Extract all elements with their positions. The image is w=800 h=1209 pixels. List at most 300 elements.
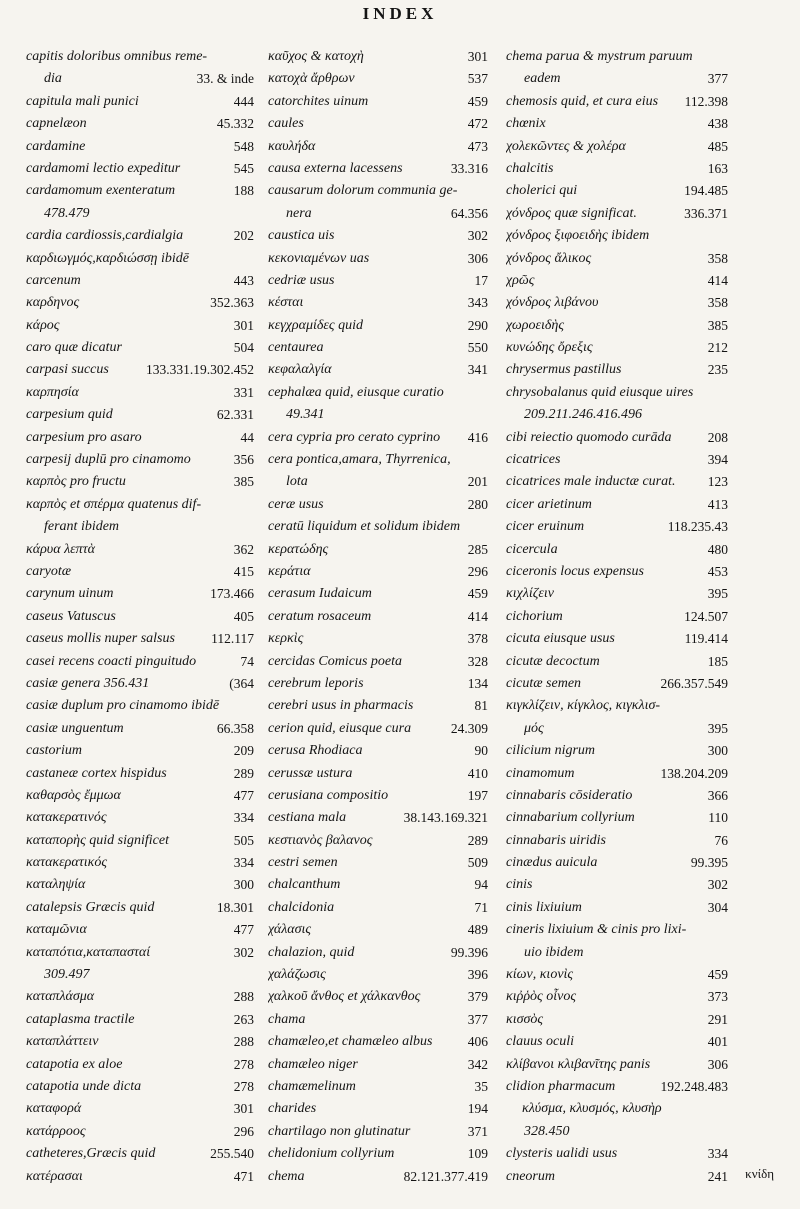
entry-page-ref: 379 xyxy=(465,986,488,1008)
entry-page-ref: 471 xyxy=(231,1166,254,1188)
entry-page-ref: 480 xyxy=(705,539,728,561)
entry-page-ref: 90 xyxy=(472,740,489,762)
entry-page-ref: 334 xyxy=(705,1143,728,1165)
index-entry xyxy=(268,427,488,449)
entry-term: χρῶς xyxy=(506,272,535,288)
entry-page-ref: 81 xyxy=(472,695,489,717)
entry-term: κερατώδης xyxy=(268,541,329,557)
entry-page-ref: 459 xyxy=(465,91,488,113)
index-entry xyxy=(506,404,728,426)
entry-term: κισσὸς xyxy=(506,1011,544,1027)
entry-term: καταπότια,καταπασταί xyxy=(26,944,151,960)
index-entry xyxy=(268,91,488,113)
entry-page-ref: 406 xyxy=(465,1031,488,1053)
entry-page-ref: 385 xyxy=(705,315,728,337)
index-entry xyxy=(26,270,254,292)
index-entry xyxy=(506,270,728,292)
entry-term: cineris lixiuium & cinis pro lixi- xyxy=(506,922,687,938)
index-entry xyxy=(268,359,488,381)
index-entry xyxy=(268,807,488,829)
entry-term: καταμῶνια xyxy=(26,922,87,938)
entry-page-ref: 373 xyxy=(705,986,728,1008)
entry-term: cera pontica,amara, Thyrrenica, xyxy=(268,452,451,468)
entry-term: cicercula xyxy=(506,541,558,557)
entry-page-ref: 285 xyxy=(465,539,488,561)
entry-term: ceratū liquidum et solidum ibidem xyxy=(268,519,461,535)
entry-term: causa externa lacessens xyxy=(268,160,403,176)
entry-term: cardamine xyxy=(26,138,86,154)
entry-term: capitula mali punici xyxy=(26,93,139,109)
index-entry xyxy=(26,337,254,359)
index-entry xyxy=(506,785,728,807)
index-entry xyxy=(268,964,488,986)
index-entry xyxy=(268,785,488,807)
entry-page-ref: 300 xyxy=(231,874,254,896)
entry-page-ref: 289 xyxy=(231,763,254,785)
entry-term: 328.450 xyxy=(524,1123,570,1139)
entry-page-ref: 241 xyxy=(705,1166,728,1188)
index-entry xyxy=(506,449,728,471)
entry-term: χάλασις xyxy=(268,922,312,938)
index-entry xyxy=(26,91,254,113)
index-entry xyxy=(26,1009,254,1031)
index-entry xyxy=(506,583,728,605)
entry-term: chema parua & mystrum paruum xyxy=(506,49,693,64)
entry-page-ref: 212 xyxy=(705,337,728,359)
entry-term: caro quæ dicatur xyxy=(26,340,122,356)
index-entry xyxy=(268,136,488,158)
index-entry xyxy=(26,449,254,471)
index-entry xyxy=(26,225,254,247)
index-entry xyxy=(268,180,488,202)
index-entry xyxy=(268,68,488,90)
index-entry xyxy=(268,583,488,605)
entry-page-ref: 415 xyxy=(231,561,254,583)
entry-page-ref: 133.331.19.302.452 xyxy=(143,359,254,381)
entry-term: casei recens coacti pinguitudo xyxy=(26,653,197,669)
entry-page-ref: 194 xyxy=(465,1098,488,1120)
entry-term: κεράτια xyxy=(268,563,311,579)
entry-page-ref: 138.204.209 xyxy=(658,763,729,785)
entry-term: catapotia unde dicta xyxy=(26,1078,142,1094)
entry-term: cicuta eiusque usus xyxy=(506,631,615,647)
entry-term: clysteris ualidi usus xyxy=(506,1146,618,1162)
entry-term: caseus Vatuscus xyxy=(26,608,116,624)
entry-page-ref: 289 xyxy=(465,830,488,852)
entry-term: cerebri usus in pharmacis xyxy=(268,698,414,714)
entry-term: καρπὸς pro fructu xyxy=(26,474,126,490)
entry-term: chartilago non glutinatur xyxy=(268,1123,411,1139)
entry-page-ref: 44 xyxy=(238,427,255,449)
index-entry xyxy=(268,1098,488,1120)
index-entry xyxy=(506,539,728,561)
index-entry xyxy=(268,628,488,650)
entry-term: κεκονιαμένων uas xyxy=(268,250,370,266)
entry-term: cestri semen xyxy=(268,855,338,871)
entry-term: chama xyxy=(268,1011,306,1027)
entry-term: cera cypria pro cerato cyprino xyxy=(268,429,441,445)
index-entry xyxy=(506,315,728,337)
index-entry xyxy=(268,471,488,493)
index-entry xyxy=(506,1121,728,1143)
index-entry xyxy=(26,113,254,135)
entry-term: καταπορὴς quid significet xyxy=(26,832,170,848)
index-entry xyxy=(268,986,488,1008)
entry-term: cerusa Rhodiaca xyxy=(268,743,363,759)
index-entry xyxy=(506,427,728,449)
index-entry xyxy=(506,1143,728,1165)
entry-page-ref: 201 xyxy=(465,471,488,493)
entry-page-ref: 202 xyxy=(231,225,254,247)
entry-term: catorchites uinum xyxy=(268,93,369,109)
index-entry xyxy=(26,180,254,202)
entry-term: nera xyxy=(286,205,312,221)
entry-page-ref: 266.357.549 xyxy=(658,673,729,695)
entry-page-ref: 377 xyxy=(465,1009,488,1031)
index-entry xyxy=(506,471,728,493)
entry-term: catapotia ex aloe xyxy=(26,1056,123,1072)
entry-page-ref: 336.371 xyxy=(681,203,728,225)
index-entry xyxy=(506,68,728,90)
entry-page-ref: 278 xyxy=(231,1054,254,1076)
entry-term: χόνδρος ἄλικος xyxy=(506,250,592,266)
index-entry xyxy=(26,471,254,493)
entry-page-ref: 291 xyxy=(705,1009,728,1031)
index-entry xyxy=(268,606,488,628)
index-entry xyxy=(268,718,488,740)
entry-term: χόνδρος ξιφοειδὴς ibidem xyxy=(506,228,650,244)
entry-page-ref: 112.117 xyxy=(208,628,254,650)
entry-term: κίων, κιονὶς xyxy=(506,967,574,983)
index-entry xyxy=(268,1031,488,1053)
index-entry xyxy=(268,382,488,404)
entry-page-ref: 134 xyxy=(465,673,488,695)
entry-page-ref: 306 xyxy=(465,248,488,270)
index-entry xyxy=(268,695,488,717)
index-entry xyxy=(268,449,488,471)
entry-term: cicutæ decoctum xyxy=(506,653,600,669)
entry-page-ref: 118.235.43 xyxy=(665,516,728,538)
entry-term: castaneæ cortex hispidus xyxy=(26,765,167,781)
entry-page-ref: 288 xyxy=(231,986,254,1008)
index-entry xyxy=(268,1076,488,1098)
entry-term: cicatrices male inductæ curat. xyxy=(506,474,676,490)
index-entry xyxy=(26,740,254,762)
index-entry xyxy=(26,68,254,90)
index-entry xyxy=(26,516,254,538)
entry-page-ref: 99.395 xyxy=(688,852,728,874)
entry-page-ref: 304 xyxy=(705,897,728,919)
index-entry xyxy=(26,292,254,314)
entry-term: carcenum xyxy=(26,272,81,288)
entry-page-ref: 343 xyxy=(465,292,488,314)
entry-term: καρδιωγμός,καρδιώσσῃ ibidē xyxy=(26,250,189,266)
entry-term: κατάρροος xyxy=(26,1123,86,1139)
entry-term: χόνδρος λιβάνου xyxy=(506,295,599,311)
entry-term: κατακερατινός xyxy=(26,810,107,826)
entry-page-ref: 377 xyxy=(705,68,728,90)
entry-term: cerion quid, eiusque cura xyxy=(268,720,412,736)
entry-term: carpesium pro asaro xyxy=(26,429,142,445)
index-entry xyxy=(26,203,254,225)
index-entry xyxy=(268,830,488,852)
entry-page-ref: 550 xyxy=(465,337,488,359)
index-entry xyxy=(506,561,728,583)
index-entry xyxy=(26,986,254,1008)
entry-term: chema xyxy=(268,1168,305,1184)
entry-term: carpasi succus xyxy=(26,362,109,378)
entry-term: chelidonium collyrium xyxy=(268,1146,395,1162)
entry-term: lota xyxy=(286,474,308,490)
index-entry xyxy=(26,919,254,941)
entry-page-ref: 413 xyxy=(705,494,728,516)
entry-term: cerasum Iudaicum xyxy=(268,586,372,602)
entry-term: cephalæa quid, eiusque curatio xyxy=(268,384,444,400)
index-entry xyxy=(26,785,254,807)
entry-page-ref: 99.396 xyxy=(448,942,488,964)
entry-page-ref: 537 xyxy=(465,68,488,90)
index-entry xyxy=(506,695,728,717)
entry-term: capitis doloribus omnibus reme- xyxy=(26,49,208,64)
index-entry xyxy=(26,136,254,158)
entry-page-ref: 185 xyxy=(705,651,728,673)
index-entry xyxy=(506,91,728,113)
entry-term: chrysermus pastillus xyxy=(506,362,622,378)
index-entry xyxy=(268,248,488,270)
entry-page-ref: 192.248.483 xyxy=(658,1076,729,1098)
entry-page-ref: 66.358 xyxy=(214,718,254,740)
index-entry xyxy=(268,740,488,762)
entry-page-ref: 504 xyxy=(231,337,254,359)
index-entry xyxy=(506,516,728,538)
page-header: INDEX xyxy=(362,4,438,23)
entry-term: castorium xyxy=(26,743,82,759)
entry-term: ferant ibidem xyxy=(44,519,120,535)
entry-term: cestiana mala xyxy=(268,810,347,826)
entry-page-ref: 401 xyxy=(705,1031,728,1053)
entry-term: καρδηνος xyxy=(26,295,80,311)
index-entry xyxy=(268,113,488,135)
entry-term: centaurea xyxy=(268,340,324,356)
index-column-3 xyxy=(506,46,728,1188)
entry-term: καταπλάττειν xyxy=(26,1034,99,1050)
index-entry xyxy=(506,359,728,381)
index-entry xyxy=(506,718,728,740)
index-entry xyxy=(506,1166,728,1188)
entry-term: κιχλίζειν xyxy=(506,586,555,602)
entry-term: κατέρασαι xyxy=(26,1168,83,1184)
entry-term: uio ibidem xyxy=(524,944,584,960)
entry-term: cibi reiectio quomodo curāda xyxy=(506,429,672,445)
index-entry xyxy=(506,180,728,202)
index-entry xyxy=(506,763,728,785)
entry-term: cerusiana compositio xyxy=(268,787,389,803)
entry-term: cataplasma tractile xyxy=(26,1011,135,1027)
entry-page-ref: 414 xyxy=(465,606,488,628)
index-entry xyxy=(26,248,254,270)
index-entry xyxy=(26,494,254,516)
entry-term: cichorium xyxy=(506,608,563,624)
index-entry xyxy=(26,942,254,964)
index-entry xyxy=(26,359,254,381)
entry-page-ref: 33. & inde xyxy=(194,68,254,90)
index-entry xyxy=(26,964,254,986)
entry-term: eadem xyxy=(524,71,561,87)
index-entry xyxy=(268,337,488,359)
index-entry xyxy=(268,852,488,874)
entry-page-ref: 453 xyxy=(705,561,728,583)
index-entry xyxy=(506,919,728,941)
entry-page-ref: 301 xyxy=(465,46,488,68)
entry-term: καταπλάσμα xyxy=(26,989,95,1005)
entry-page-ref: 301 xyxy=(231,315,254,337)
entry-page-ref: 62.331 xyxy=(214,404,254,426)
index-entry xyxy=(268,1143,488,1165)
index-column-1 xyxy=(26,46,254,1188)
entry-page-ref: 110 xyxy=(705,807,728,829)
index-entry xyxy=(506,494,728,516)
entry-term: caustica uis xyxy=(268,228,335,244)
entry-term: κεγχραμίδες quid xyxy=(268,317,363,333)
index-entry xyxy=(506,807,728,829)
catchword: κνίδη xyxy=(745,1166,774,1181)
entry-term: cicer arietinum xyxy=(506,496,592,512)
entry-page-ref: 362 xyxy=(231,539,254,561)
entry-term: chemosis quid, et cura eius xyxy=(506,93,659,109)
index-entry xyxy=(506,1031,728,1053)
index-entry xyxy=(268,919,488,941)
entry-page-ref: 71 xyxy=(472,897,489,919)
entry-page-ref: 163 xyxy=(705,158,728,180)
entry-term: cinis lixiuium xyxy=(506,899,582,915)
index-entry xyxy=(506,628,728,650)
index-entry xyxy=(26,382,254,404)
entry-term: charides xyxy=(268,1101,317,1117)
entry-page-ref: 64.356 xyxy=(448,203,488,225)
index-entry xyxy=(26,1054,254,1076)
entry-term: cinamomum xyxy=(506,765,575,781)
entry-page-ref: 82.121.377.419 xyxy=(401,1166,488,1188)
entry-term: dia xyxy=(44,71,62,87)
index-entry xyxy=(268,539,488,561)
index-entry xyxy=(26,539,254,561)
entry-page-ref: 33.316 xyxy=(448,158,488,180)
entry-term: καταφορά xyxy=(26,1101,82,1117)
entry-page-ref: 109 xyxy=(465,1143,488,1165)
index-entry xyxy=(506,852,728,874)
entry-term: ciceronis locus expensus xyxy=(506,563,644,579)
index-entry xyxy=(26,561,254,583)
entry-page-ref: 300 xyxy=(705,740,728,762)
index-entry xyxy=(268,203,488,225)
entry-page-ref: 414 xyxy=(705,270,728,292)
entry-term: καῦχος & κατοχὴ xyxy=(268,49,364,64)
entry-term: χόνδρος quæ significat. xyxy=(506,205,637,221)
entry-term: κατακερατικός xyxy=(26,855,108,871)
entry-term: cedriæ usus xyxy=(268,272,335,288)
index-entry xyxy=(268,1054,488,1076)
entry-page-ref: 509 xyxy=(465,852,488,874)
entry-term: catalepsis Græcis quid xyxy=(26,899,155,915)
entry-page-ref: 263 xyxy=(231,1009,254,1031)
entry-page-ref: 356 xyxy=(231,449,254,471)
index-entry xyxy=(506,673,728,695)
index-entry xyxy=(26,1076,254,1098)
entry-term: μός xyxy=(524,720,544,736)
entry-term: carynum uinum xyxy=(26,586,114,602)
entry-page-ref: 416 xyxy=(465,427,488,449)
entry-term: καυλήδα xyxy=(268,138,316,154)
entry-term: χωροειδὴς xyxy=(506,317,565,333)
index-entry xyxy=(268,158,488,180)
entry-page-ref: 208 xyxy=(705,427,728,449)
index-entry xyxy=(26,718,254,740)
index-entry xyxy=(506,1054,728,1076)
index-entry xyxy=(26,315,254,337)
index-entry xyxy=(26,46,254,68)
entry-term: cinis xyxy=(506,877,533,893)
entry-page-ref: 123 xyxy=(705,471,728,493)
index-entry xyxy=(26,404,254,426)
index-entry xyxy=(506,740,728,762)
entry-term: cicer eruinum xyxy=(506,519,585,535)
index-entry xyxy=(506,113,728,135)
entry-term: cardamomi lectio expeditur xyxy=(26,160,181,176)
entry-term: chamæmelinum xyxy=(268,1078,356,1094)
index-entry xyxy=(506,136,728,158)
entry-page-ref: 288 xyxy=(231,1031,254,1053)
entry-term: κατοχὰ ἄρθρων xyxy=(268,71,355,87)
entry-page-ref: 188 xyxy=(231,180,254,202)
entry-term: cinnabaris uiridis xyxy=(506,832,606,848)
entry-term: cneorum xyxy=(506,1168,555,1184)
index-entry xyxy=(268,225,488,247)
entry-page-ref: 45.332 xyxy=(214,113,254,135)
entry-term: χαλάζωσις xyxy=(268,967,326,983)
entry-page-ref: 94 xyxy=(472,874,489,896)
index-entry xyxy=(506,203,728,225)
entry-page-ref: 302 xyxy=(231,942,254,964)
index-entry xyxy=(268,897,488,919)
entry-term: cardia cardiossis,cardialgia xyxy=(26,228,184,244)
entry-term: κάρος xyxy=(26,317,60,333)
entry-term: ceratum rosaceum xyxy=(268,608,372,624)
index-entry xyxy=(268,494,488,516)
index-entry xyxy=(26,874,254,896)
entry-term: cardamomum exenteratum xyxy=(26,183,176,199)
entry-page-ref: 296 xyxy=(231,1121,254,1143)
index-entry xyxy=(26,807,254,829)
index-entry xyxy=(26,427,254,449)
entry-page-ref: 35 xyxy=(472,1076,489,1098)
entry-page-ref: 358 xyxy=(705,248,728,270)
entry-term: catheteres,Græcis quid xyxy=(26,1146,156,1162)
index-entry xyxy=(506,897,728,919)
index-entry xyxy=(506,986,728,1008)
entry-page-ref: 410 xyxy=(465,763,488,785)
entry-term: καρπὸς et σπέρμα quatenus dif- xyxy=(26,496,202,512)
entry-page-ref: 395 xyxy=(705,583,728,605)
index-entry xyxy=(26,695,254,717)
index-entry xyxy=(506,1098,728,1120)
entry-page-ref: 24.309 xyxy=(448,718,488,740)
index-entry xyxy=(268,561,488,583)
index-entry xyxy=(268,315,488,337)
entry-page-ref: 443 xyxy=(231,270,254,292)
entry-term: caryotæ xyxy=(26,563,72,579)
entry-term: καρπησία xyxy=(26,384,79,400)
entry-term: κεστιανὸς βαλανος xyxy=(268,832,373,848)
